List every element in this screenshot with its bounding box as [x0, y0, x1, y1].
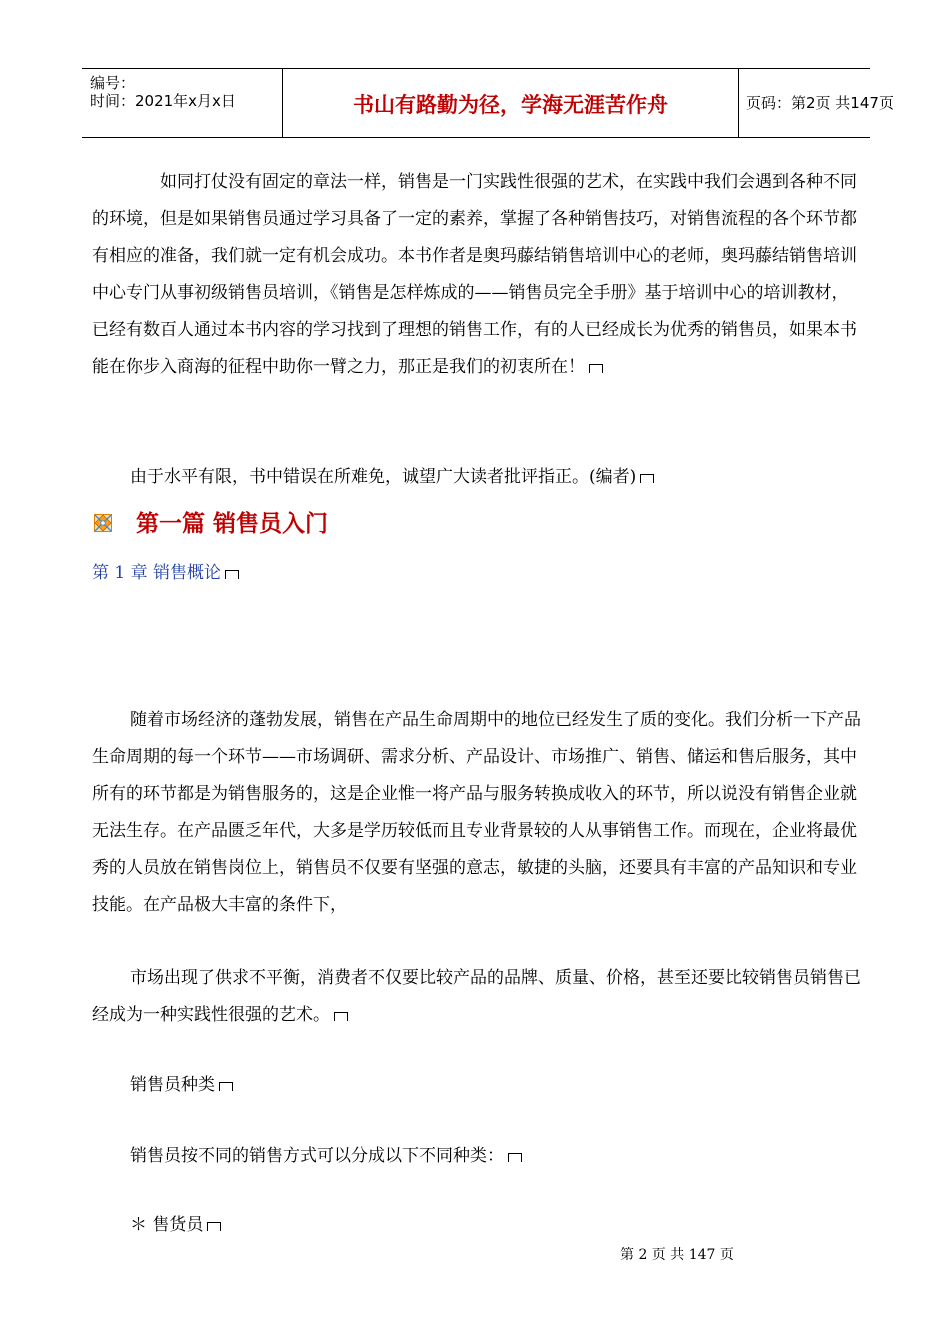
return-mark-icon [219, 1082, 233, 1091]
types-intro-text: 销售员按不同的销售方式可以分成以下不同种类： [130, 1146, 504, 1166]
paragraph-market [92, 702, 862, 924]
header-right-cell [738, 69, 894, 137]
bullet-item [130, 1212, 221, 1238]
return-mark-icon [225, 570, 239, 579]
header-page-info: 页码：第2页 共147页 [746, 94, 894, 112]
paragraph-supply-text: 市场出现了供求不平衡，消费者不仅要比较产品的品牌、质量、价格，甚至还要比较销售员销售已经成为一种实践性很强的艺术。 [92, 968, 861, 1025]
date-label: 时间：2021年x月x日 [90, 92, 236, 110]
types-heading [130, 1072, 233, 1098]
editor-note-text: 由于水平有限，书中错误在所难免，诚望广大读者批评指正。(编者) [130, 467, 637, 487]
paragraph-market-text: 随着市场经济的蓬勃发展，销售在产品生命周期中的地位已经发生了质的变化。我们分析一下产品生命周期的每一个环节——市场调研、需求分析、产品设计、市场推广、销售、储运和售后服务，其中所有的环节都是为销售服务的，这是企业惟一将产品与服务转换成收入的环节，所以说没有销售企业就无法生存。在产品匮乏年代，大多是学历较低而且专业背景较的人从事销售工作。而现在，企业将最优秀的人员放在销售岗位上，销售员不仅要有坚强的意志，敏捷的头脑，还要具有丰富的产品知识和专业技能。在产品极大丰富的条件下， [92, 710, 861, 915]
paragraph-supply [92, 960, 862, 1034]
return-mark-icon [508, 1153, 522, 1162]
page-footer: 第 2 页 共 147 页 [620, 1247, 734, 1263]
editor-note [130, 464, 654, 490]
intro-paragraph [92, 164, 862, 386]
bullet-item-text: ＊ 售货员 [130, 1215, 204, 1235]
types-intro [130, 1143, 522, 1169]
page-header [82, 68, 894, 138]
header-center-cell [282, 69, 739, 137]
intro-paragraph-text: 如同打仗没有固定的章法一样，销售是一门实践性很强的艺术，在实践中我们会遇到各种不同的环境，但是如果销售员通过学习具备了一定的素养，掌握了各种销售技巧，对销售流程的各个环节都有相应的准备，我们就一定有机会成功。本书作者是奥玛藤结销售培训中心的老师，奥玛藤结销售培训中心专门从事初级销售员培训，《销售是怎样炼成的——销售员完全手册》基于培训中心的培训教材，已经有数百人通过本书内容的学习找到了理想的销售工作，有的人已经成长为优秀的销售员，如果本书能在你步入商海的征程中助你一臂之力，那正是我们的初衷所在！ [92, 172, 857, 377]
return-mark-icon [589, 364, 603, 373]
orange-diamond-grid-icon [94, 514, 112, 532]
chapter-title [92, 560, 239, 586]
header-left-cell [82, 69, 282, 137]
return-mark-icon [334, 1012, 348, 1021]
part-title-text: 第一篇 销售员入门 [136, 511, 329, 537]
return-mark-icon [640, 474, 654, 483]
return-mark-icon [207, 1222, 221, 1231]
chapter-title-text: 第 1 章 销售概论 [92, 563, 222, 583]
serial-label: 编号： [90, 74, 136, 92]
types-heading-text: 销售员种类 [130, 1075, 215, 1095]
header-motto: 书山有路勤为径，学海无涯苦作舟 [353, 93, 668, 117]
